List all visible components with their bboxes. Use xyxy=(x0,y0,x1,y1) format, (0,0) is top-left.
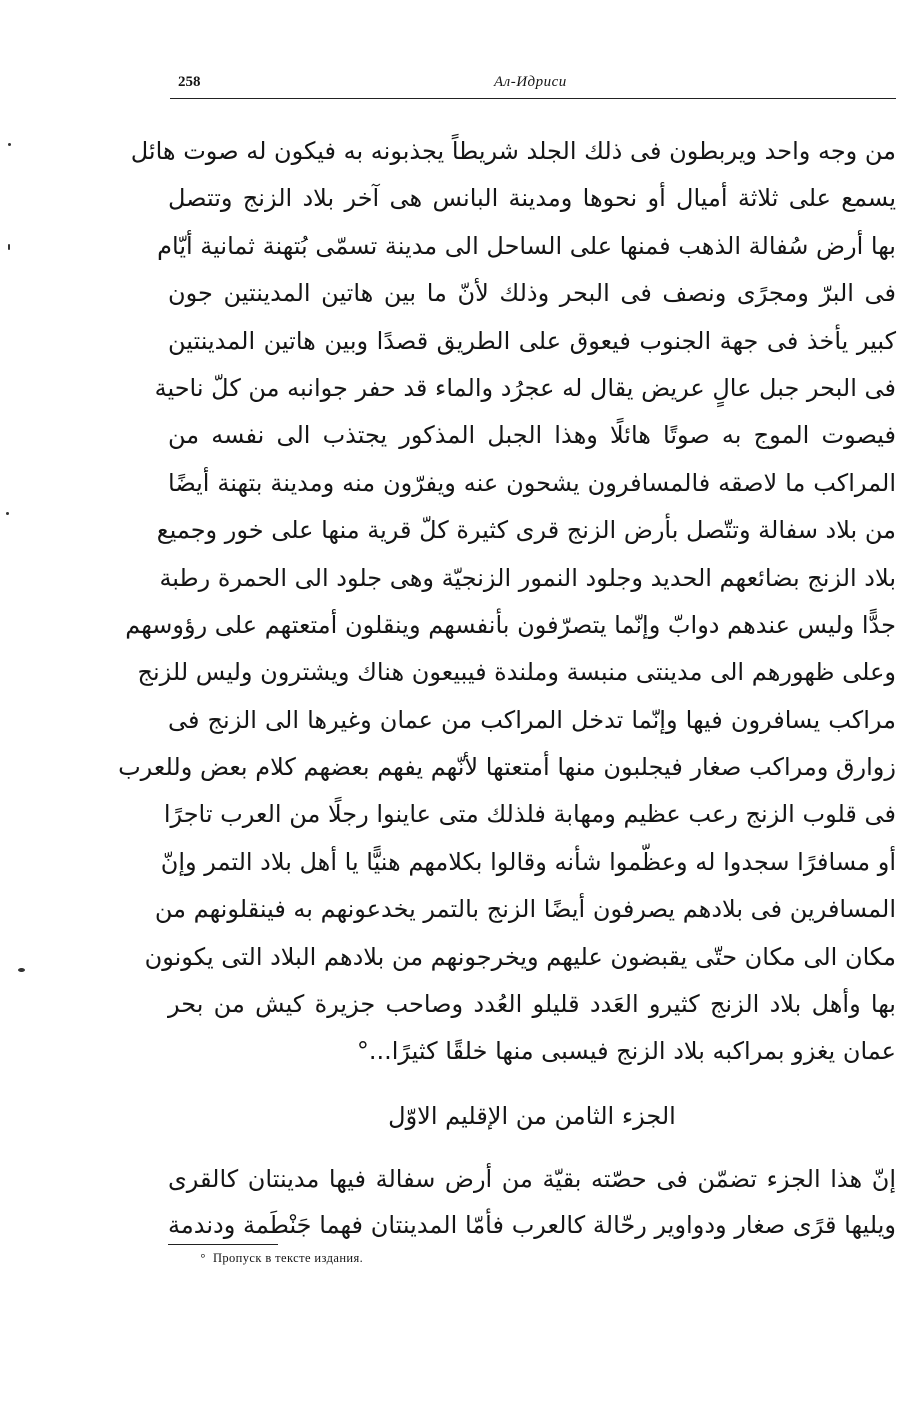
text-line: يسمع على ثلاثة أميال أو نحوها ومدينة البانس هى آخر بلاد الزنج وتتصل xyxy=(168,184,896,213)
text-line: جدًّا وليس عندهم دوابّ وإنّما يتصرّفون بأنفسهم وينقلون أمتعتهم على رؤوسهم xyxy=(125,610,896,639)
text-line: من وجه واحد ويربطون فى ذلك الجلد شريطاً يجذبونه به فيكون له صوت هائل xyxy=(130,137,896,165)
main-text xyxy=(118,128,896,1076)
scan-speck xyxy=(6,512,9,515)
text-line: بلاد الزنج بضائعهم الحديد وجلود النمور الزنجيّة وهى جلود الى الحمرة رطبة xyxy=(159,563,896,592)
text-line: مراكب يسافرون فيها وإنّما تدخل المراكب من عمان وغيرها الى الزنج فى xyxy=(168,705,896,734)
text-line: أو مسافرًا سجدوا له وعظّموا شأنه وقالوا بكلامهم هنيًّا يا أهل بلاد التمر وإنّ xyxy=(160,847,896,876)
text-line: من بلاد سفالة وتتّصل بأرض الزنج قرى كثيرة كلّ قرية منها على خور وجميع xyxy=(156,516,896,545)
text-line: إنّ هذا الجزء تضمّن فى حصّته بقيّة من أرض سفالة فيها مدينتان كالقرى xyxy=(168,1165,896,1193)
text-line: وعلى ظهورهم الى مدينتى منبسة وملندة فيبيعون هناك ويشترون وليس للزنج xyxy=(137,658,896,687)
scan-speck xyxy=(8,143,11,146)
footnote-text: Пропуск в тексте издания. xyxy=(212,1251,364,1265)
text-line: كبير يأخذ فى جهة الجنوب فيعوق على الطريق قصدًا وبين هاتين المدينتين xyxy=(168,326,896,355)
page-header xyxy=(178,72,894,96)
text-line: بها وأهل بلاد الزنج كثيرو العَدد قليلو العُدد وصاحب جزيرة كيش من بحر xyxy=(168,990,896,1019)
footnote xyxy=(200,1251,363,1266)
scan-speck xyxy=(8,244,10,250)
text-line: فيصوت الموج به صوتًا هائلًا وهذا الجبل المذكور يجتذب الى نفسه من xyxy=(168,421,896,450)
text-line: فى البحر جبل عالٍ عريض يقال له عجرُد والماء قد حفر جوانبه من كلّ ناحية xyxy=(154,373,896,402)
text-line: المراكب ما لاصقه فالمسافرون يشحون عنه ويفرّون منه ومدينة بتهنة أيضًا xyxy=(168,468,896,497)
header-rule xyxy=(170,98,896,99)
text-line: فى البرّ ومجرًى ونصف فى البحر وذلك لأنّ ما بين هاتين المدينتين جون xyxy=(168,279,896,308)
scan-speck xyxy=(18,968,25,972)
text-line: ويليها قرًى صغار ودواوير رحّالة كالعرب فأمّا المدينتان فهما جَنْطَمة ودندمة xyxy=(168,1211,896,1239)
text-line: فى قلوب الزنج رعب عظيم ومهابة فلذلك متى عاينوا رجلًا من العرب تاجرًا xyxy=(163,800,896,829)
text-line: مكان الى مكان حتّى يقبضون عليهم ويخرجونهم من بلادهم البلاد التى يكونون xyxy=(144,942,896,971)
text-line: بها أرض سُفالة الذهب فمنها على الساحل الى مدينة تسمّى بُتهنة ثمانية أيّام xyxy=(157,231,896,260)
text-line: المسافرين فى بلادهم يصرفون أيضًا الزنج بالتمر يخدعونهم به فينقلونهم من xyxy=(154,895,896,924)
running-title: Ал-Идриси xyxy=(494,74,567,90)
footnote-rule xyxy=(168,1244,278,1245)
text-line: عمان يغزو بمراكبه بلاد الزنج فيسبى منها خلقًا كثيرًا...° xyxy=(356,1037,896,1066)
section-text xyxy=(168,1156,896,1248)
section-heading: الجزء الثامن من الإقليم الاوّل xyxy=(388,1102,676,1130)
page-number: 258 xyxy=(178,74,201,90)
text-line: زوارق ومراكب صغار فيجلبون منها أمتعتها لأنّهم يفهم بعضهم كلام بعض وللعرب xyxy=(118,753,896,782)
footnote-mark: ° xyxy=(200,1251,206,1265)
